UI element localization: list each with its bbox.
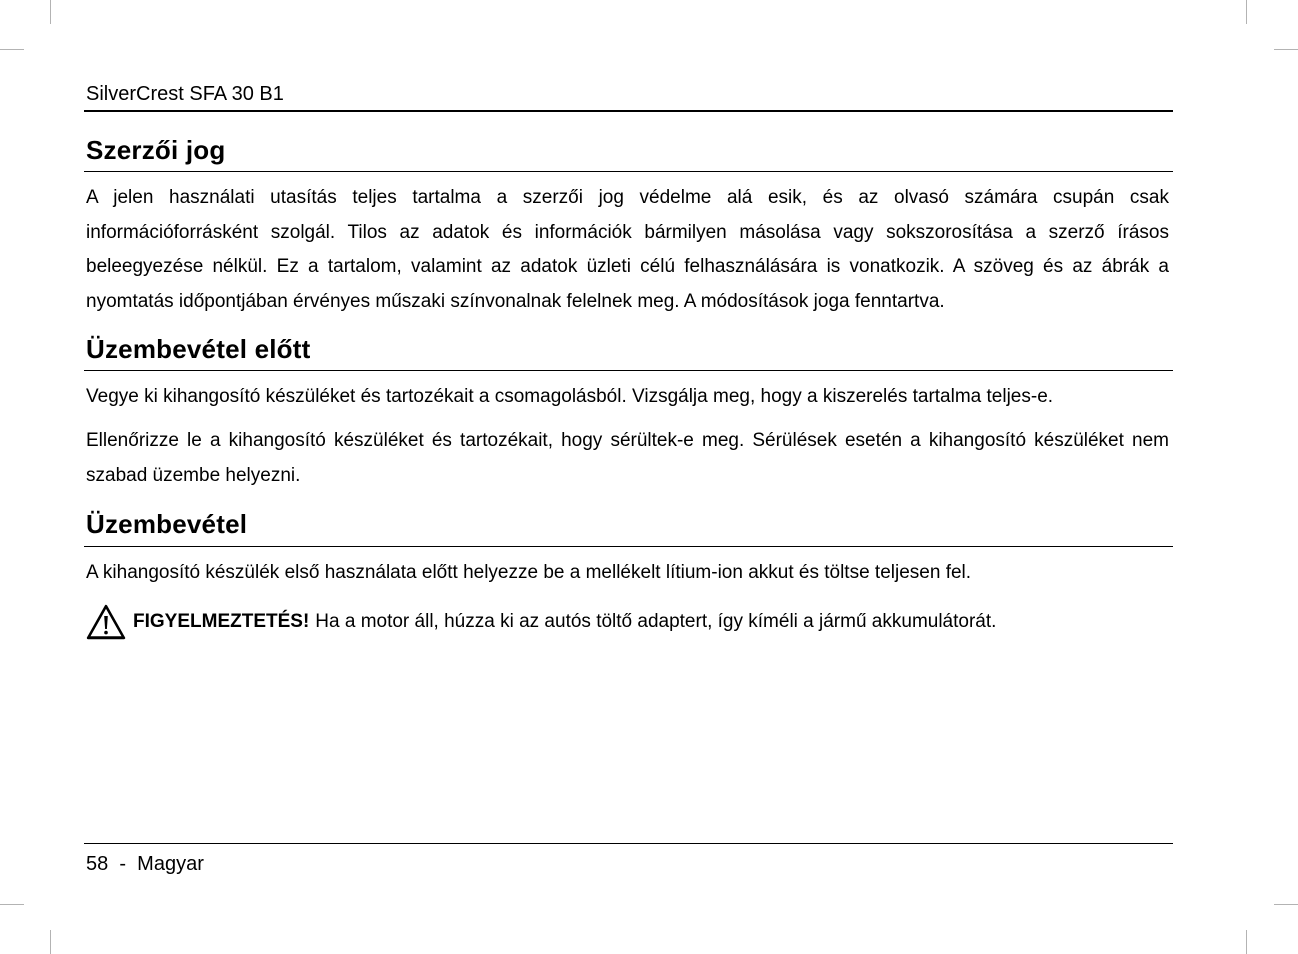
crop-mark-bottom-left — [0, 904, 24, 905]
page-number: 58 — [86, 853, 109, 875]
footer-separator: - — [119, 853, 127, 875]
warning-triangle-icon — [86, 604, 126, 640]
crop-mark-top-right — [1246, 0, 1247, 24]
warning-text: Ha a motor áll, húzza ki az autós töltő adaptert, így kíméli a jármű akkumulátorát. — [315, 611, 997, 632]
crop-mark-bottom-right — [1274, 904, 1298, 905]
unpack-paragraph: Vegye ki kihangosító készüléket és tartozékait a csomagolásból. Vizsgálja meg, hogy a kiszerelés tartalma teljes-e. — [86, 386, 1054, 407]
inspect-paragraph: Ellenőrizze le a kihangosító készüléket és tartozékait, hogy sérültek-e meg. Sérülések esetén a kihangosító készüléket nem szabad üzembe helyezni. — [86, 430, 1169, 486]
section-rule — [84, 546, 1173, 547]
footer-rule — [84, 843, 1173, 844]
header-rule — [84, 110, 1173, 112]
section-heading-startup: Üzembevétel — [86, 509, 248, 539]
warning-label: FIGYELMEZTETÉS! — [133, 611, 310, 632]
page-footer — [86, 852, 204, 876]
crop-mark-top-left — [0, 49, 24, 50]
document-header-title: SilverCrest SFA 30 B1 — [86, 83, 284, 105]
section-rule — [84, 370, 1173, 371]
crop-mark-top-left — [50, 0, 51, 24]
startup-paragraph: A kihangosító készülék első használata előtt helyezze be a mellékelt lítium-ion akkut és töltse teljesen fel. — [86, 562, 972, 583]
crop-mark-bottom-left — [50, 930, 51, 954]
section-heading-before-use: Üzembevétel előtt — [86, 334, 311, 364]
crop-mark-bottom-right — [1246, 930, 1247, 954]
footer-language: Magyar — [137, 853, 204, 875]
crop-mark-top-right — [1274, 49, 1298, 50]
warning-note — [86, 602, 996, 642]
copyright-paragraph: A jelen használati utasítás teljes tartalma a szerzői jog védelme alá esik, és az olvasó számára csupán csak információforrásként szolgál. Tilos az adatok és információk bármilyen másolása vagy sokszorosítása a szerző írásos beleegyezése nélkül. Ez a tartalom, valamint az adatok üzleti célú felhasználására is vonatkozik. A szöveg és az ábrák a nyomtatás időpontjában érvényes műszaki színvonalnak felelnek meg. A módosítások joga fenntartva. — [86, 187, 1169, 312]
section-rule — [84, 171, 1173, 172]
section-heading-copyright: Szerzői jog — [86, 135, 226, 165]
